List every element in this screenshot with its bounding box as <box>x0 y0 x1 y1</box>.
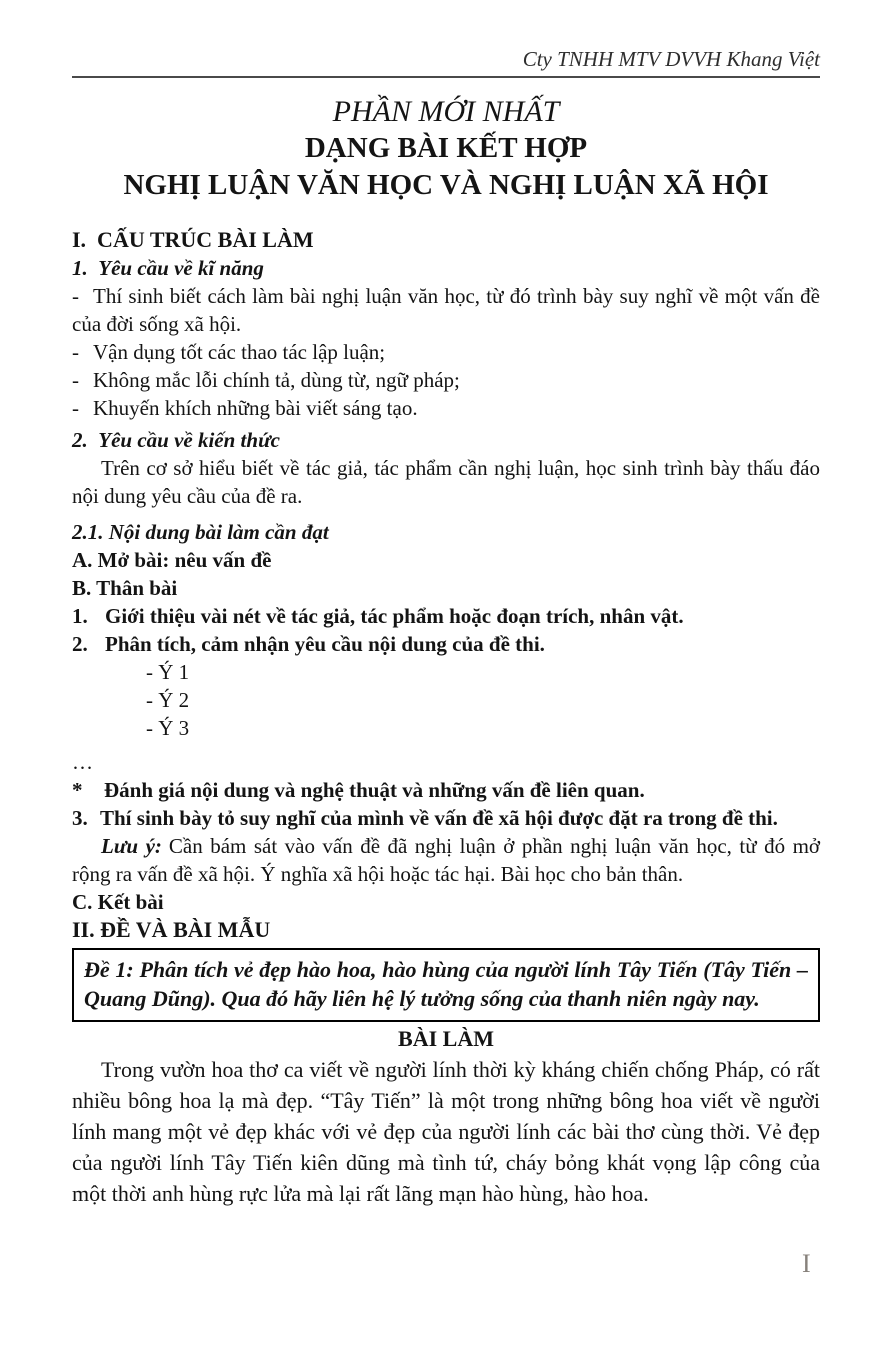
star-bullet: * <box>72 778 83 802</box>
star-item-text: Đánh giá nội dung và nghệ thuật và những vấn đề liên quan. <box>104 778 645 802</box>
company-name: Cty TNHH MTV DVVH Khang Việt <box>522 47 820 71</box>
knowledge-paragraph: Trên cơ sở hiểu biết về tác giả, tác phẩm cần nghị luận, học sinh trình bày thấu đáo nội dung yêu cầu của đề ra. <box>72 456 820 508</box>
section-2-heading: II. ĐỀ VÀ BÀI MẪU <box>72 917 271 942</box>
ellipsis-line: … <box>72 750 93 774</box>
star-item <box>72 776 820 804</box>
sub-point: - Ý 3 <box>146 716 190 740</box>
title-line-3: NGHỊ LUẬN VĂN HỌC VÀ NGHỊ LUẬN XÃ HỘI <box>123 169 769 201</box>
list-item-text: Thí sinh biết cách làm bài nghị luận văn học, từ đó trình bày suy nghĩ về một vấn đề của đời sống xã hội. <box>72 284 820 336</box>
list-item-text: Khuyến khích những bài viết sáng tạo. <box>93 396 418 420</box>
document-title <box>72 93 820 204</box>
dash-bullet: - <box>72 340 79 364</box>
item-number: 1. <box>72 604 88 628</box>
numbered-item <box>72 804 820 832</box>
numbered-item <box>72 630 820 658</box>
dash-bullet: - <box>72 284 79 308</box>
sub-point: - Ý 2 <box>146 688 190 712</box>
essay-heading: BÀI LÀM <box>398 1026 494 1051</box>
numbered-item-text: Phân tích, cảm nhận yêu cầu nội dung của đề thi. <box>105 632 545 656</box>
body-section-line: B. Thân bài <box>72 576 178 600</box>
numbered-item-text: Giới thiệu vài nét về tác giả, tác phẩm hoặc đoạn trích, nhân vật. <box>105 604 684 628</box>
numbered-item-text: Thí sinh bày tỏ suy nghĩ của mình về vấn đề xã hội được đặt ra trong đề thi. <box>100 806 778 830</box>
knowledge-requirements-heading: 2. Yêu cầu về kiến thức <box>72 428 280 452</box>
list-item <box>72 394 820 422</box>
note-text: Cần bám sát vào vấn đề đã nghị luận ở phần nghị luận văn học, từ đó mở rộng ra vấn đề xã hội. Ý nghĩa xã hội hoặc tác hại. Bài học cho bản thân. <box>72 834 821 886</box>
sub-point: - Ý 1 <box>146 660 190 684</box>
item-number: 2. <box>72 632 88 656</box>
note-paragraph <box>72 832 820 888</box>
note-label: Lưu ý: <box>101 834 162 858</box>
title-line-1: PHẦN MỚI NHẤT <box>332 95 560 128</box>
list-item <box>72 366 820 394</box>
list-item <box>72 282 820 338</box>
essay-prompt-box <box>72 948 820 1022</box>
essay-opening-paragraph: Trong vườn hoa thơ ca viết về người lính thời kỳ kháng chiến chống Pháp, có rất nhiều bông hoa lạ mà đẹp. “Tây Tiến” là một trong những bông hoa viết về người lính mang một vẻ đẹp khác với vẻ đẹp của người lính các bài thơ cùng thời. Vẻ đẹp của người lính Tây Tiến kiên dũng mà tình tứ, cháy bỏng khát vọng lập công của một thời anh hùng rực lửa mà lại rất lãng mạn hào hùng, hào hoa. <box>72 1057 820 1206</box>
title-line-2: DẠNG BÀI KẾT HỢP <box>304 132 588 164</box>
item-number: 3. <box>72 806 88 830</box>
dash-bullet: - <box>72 396 79 420</box>
list-item-text: Không mắc lỗi chính tả, dùng từ, ngữ pháp; <box>93 368 460 392</box>
numbered-item <box>72 602 820 630</box>
page-number: I <box>802 1249 811 1278</box>
dash-bullet: - <box>72 368 79 392</box>
content-requirements-heading: 2.1. Nội dung bài làm cần đạt <box>72 520 329 544</box>
closing-section-line: C. Kết bài <box>72 890 164 914</box>
page-header <box>72 46 820 78</box>
list-item-text: Vận dụng tốt các thao tác lập luận; <box>93 340 386 364</box>
essay-prompt-text: Đề 1: Phân tích vẻ đẹp hào hoa, hào hùng của người lính Tây Tiến (Tây Tiến – Quang Dũng). Qua đó hãy liên hệ lý tưởng sống của thanh niên ngày nay. <box>84 957 808 1011</box>
skill-requirements-heading: 1. Yêu cầu về kĩ năng <box>72 256 264 280</box>
opening-section-line: A. Mở bài: nêu vấn đề <box>72 548 272 572</box>
list-item <box>72 338 820 366</box>
section-1-heading: I. CẤU TRÚC BÀI LÀM <box>72 227 314 252</box>
